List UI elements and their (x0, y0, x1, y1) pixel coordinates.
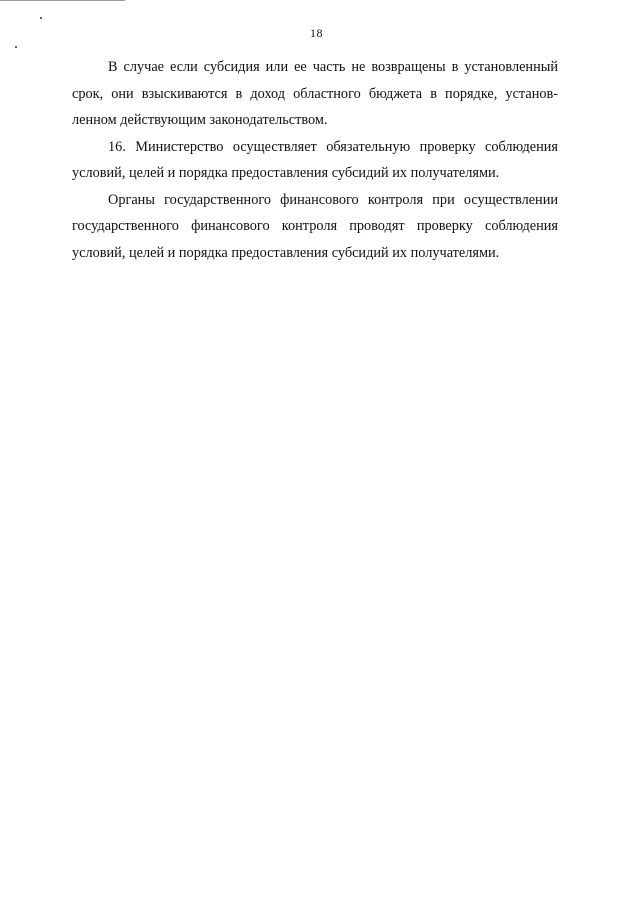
text-line: государственного финансового контроля проводят проверку соблюдения (72, 218, 558, 234)
text-line: срок, они взыскиваются в доход областного бюджета в порядке, установ- (72, 85, 558, 102)
paragraph-subsidy-return (72, 54, 558, 134)
text-line: ленном действующим законодательством. (72, 112, 328, 128)
text-line: условий, целей и порядка предоставления субсидий их получателями. (72, 165, 500, 181)
paragraph-ministry-check (72, 134, 558, 187)
text-line: условий, целей и порядка предоставления субсидий их получателями. (72, 244, 500, 261)
text-line: 16. Министерство осуществляет обязательную проверку соблюдения (108, 138, 558, 155)
body-text (72, 54, 558, 266)
text-line: Органы государственного финансового контроля при осуществлении (108, 191, 558, 208)
scan-speck (40, 17, 42, 19)
page-number: 18 (310, 26, 323, 40)
scan-speck (15, 46, 17, 48)
paragraph-financial-control (72, 187, 558, 267)
scan-top-rule (0, 0, 125, 1)
text-line: В случае если субсидия или ее часть не возвращены в установленный (108, 59, 558, 75)
